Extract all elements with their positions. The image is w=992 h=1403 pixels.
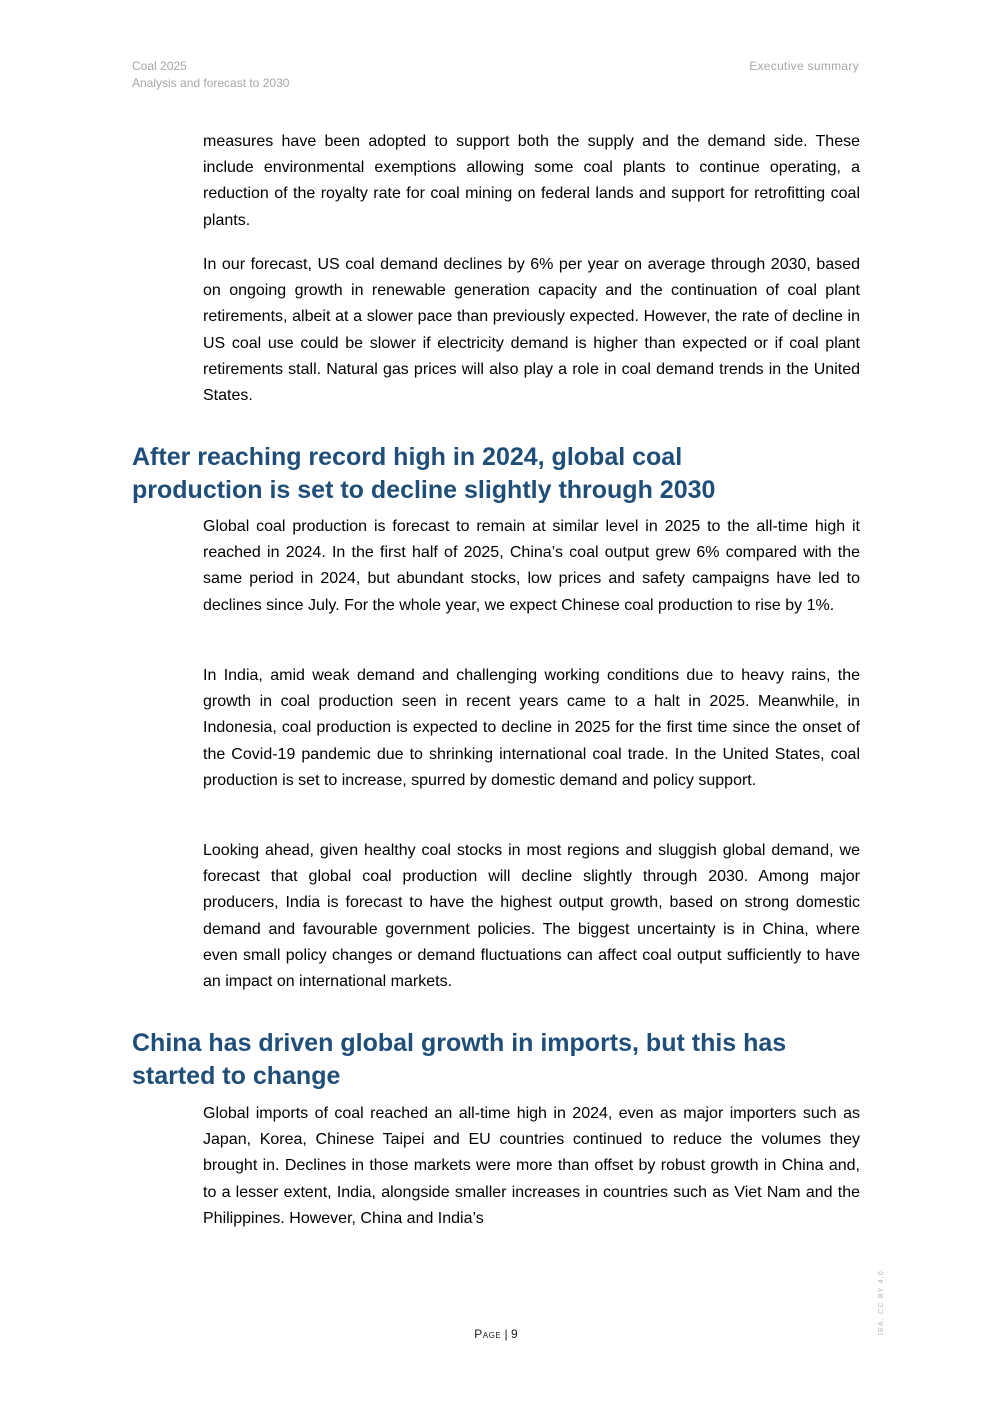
report-header xyxy=(132,58,289,92)
paragraph-production-outlook: Looking ahead, given healthy coal stocks in most regions and sluggish global demand, we forecast that global coal production will decline slightly through 2030. Among major producers, India is forecast to have the highest output growth, based on strong domestic demand and favourable government policies. The biggest uncertainty is in China, where even small policy changes or demand fluctuations can affect coal output sufficiently to have an impact on international markets. xyxy=(203,842,860,991)
heading-china-imports-line-2: started to change xyxy=(132,1062,341,1090)
section-title: Executive summary xyxy=(749,59,859,73)
page-label: Page xyxy=(474,1327,502,1341)
paragraph-us-demand-forecast: In our forecast, US coal demand declines by 6% per year on average through 2030, based on ongoing growth in renewable generation capacity and the continuation of coal plant retirements, albeit at a slower pace than previously expected. However, the rate of decline in US coal use could be slower if electricity demand is higher than expected or if coal plant retirements stall. Natural gas prices will also play a role in coal demand trends in the United States. xyxy=(203,256,860,405)
heading-global-production xyxy=(132,441,872,507)
heading-china-imports-line-1: China has driven global growth in imports, but this has xyxy=(132,1029,787,1057)
paragraph-global-production: Global coal production is forecast to remain at similar level in 2025 to the all-time high it reached in 2024. In the first half of 2025, China’s coal output grew 6% compared with the same period in 2024, but abundant stocks, low prices and safety campaigns have led to declines since July. For the whole year, we expect Chinese coal production to rise by 1%. xyxy=(203,518,860,614)
report-title: Coal 2025 xyxy=(132,59,187,73)
heading-global-production-line-2: production is set to decline slightly through 2030 xyxy=(132,476,716,504)
paragraph-india-indonesia-us: In India, amid weak demand and challenging working conditions due to heavy rains, the growth in coal production seen in recent years came to a halt in 2025. Meanwhile, in Indonesia, coal production is expected to decline in 2025 for the first time since the onset of the Covid-19 pandemic due to shrinking international coal trade. In the United States, coal production is set to increase, spurred by domestic demand and policy support. xyxy=(203,667,860,789)
heading-china-imports xyxy=(132,1027,872,1093)
license-credit: IEA. CC BY 4.0. xyxy=(878,1266,885,1335)
paragraph-global-imports: Global imports of coal reached an all-time high in 2024, even as major importers such as Japan, Korea, Chinese Taipei and EU countries continued to reduce the volumes they brought in. Declines in those markets were more than offset by robust growth in China and, to a lesser extent, India, alongside smaller increases in countries such as Viet Nam and the Philippines. However, China and India’s xyxy=(203,1105,860,1227)
heading-global-production-line-1: After reaching record high in 2024, global coal xyxy=(132,443,683,471)
paragraph-us-policy-measures: measures have been adopted to support both the supply and the demand side. These include environmental exemptions allowing some coal plants to continue operating, a reduction of the royalty rate for coal mining on federal lands and support for retrofitting coal plants. xyxy=(203,133,860,229)
report-subtitle: Analysis and forecast to 2030 xyxy=(132,76,290,90)
page-number-value: 9 xyxy=(511,1327,518,1341)
page-number xyxy=(0,1327,992,1341)
page-separator: | xyxy=(501,1327,511,1341)
